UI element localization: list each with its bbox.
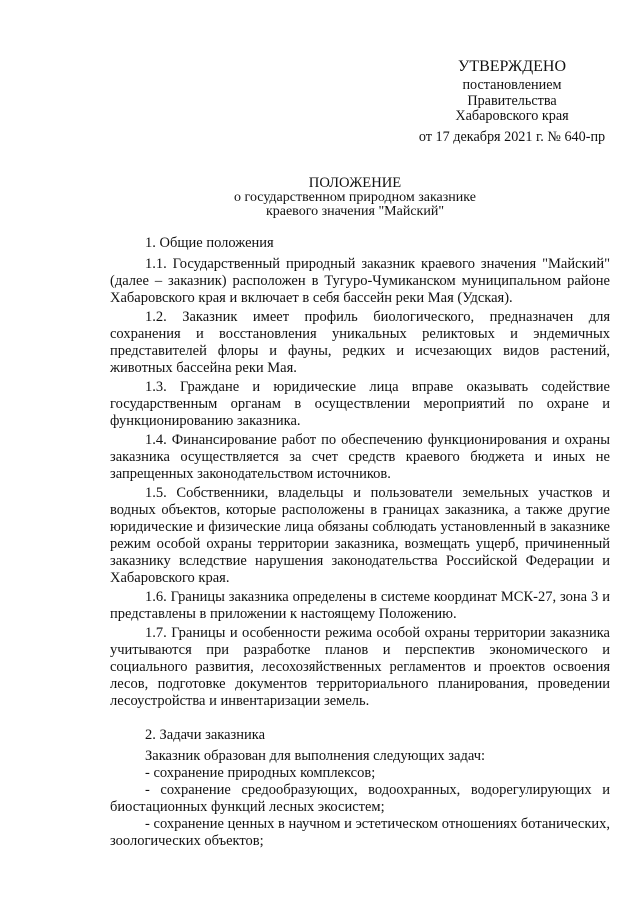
- list-item: - сохранение средообразующих, водоохранных, водорегулирующих и биостационных функций лесных экосистем;: [110, 782, 610, 815]
- section-heading: 2. Задачи заказника: [145, 727, 266, 743]
- approval-title: УТВЕРЖДЕНО: [457, 58, 566, 75]
- paragraph: 1.4. Финансирование работ по обеспечению функционирования и охраны заказника осуществляется за счет средств краевого бюджета и иных не запрещенных законодательством источников.: [110, 432, 610, 482]
- section-heading: 1. Общие положения: [145, 235, 274, 251]
- approval-line: Хабаровского края: [455, 108, 569, 124]
- list-item: - сохранение природных комплексов;: [145, 765, 376, 781]
- approval-stamp: [412, 58, 612, 145]
- document-body: [110, 235, 610, 850]
- document-title: [170, 176, 540, 220]
- approval-line: постановлением: [462, 77, 562, 93]
- title-subline: краевого значения "Майский": [265, 204, 445, 219]
- approval-line: Правительства: [467, 92, 557, 109]
- paragraph: 1.5. Собственники, владельцы и пользователи земельных участков и водных объектов, которые расположены в границах заказника, а также другие юридические и физические лица обязаны соблюдать установленный в заказнике режим особой охраны территории заказника, возмещать ущерб, причиненный заказнику вследствие нарушения законодательства Российской Федерации и Хабаровского края.: [110, 485, 610, 586]
- paragraph: 1.6. Границы заказника определены в системе координат МСК-27, зона 3 и представлены в приложении к настоящему Положению.: [110, 589, 610, 622]
- paragraph: 1.3. Граждане и юридические лица вправе оказывать содействие государственным органам в осуществлении мероприятий по охране и функционированию заказника.: [110, 379, 610, 429]
- title-heading: ПОЛОЖЕНИЕ: [308, 175, 402, 191]
- title-subline: о государственном природном заказнике: [234, 189, 476, 205]
- paragraph: 1.1. Государственный природный заказник краевого значения "Майский" (далее – заказник) расположен в Тугуро-Чумиканском муниципальном районе Хабаровского края и включает в себя бассейн реки Мая (Удская).: [110, 256, 610, 306]
- paragraph: 1.2. Заказник имеет профиль биологического, предназначен для сохранения и восстановления уникальных реликтовых и эндемичных представителей флоры и фауны, редких и исчезающих видов растений, животных бассейна реки Мая.: [110, 309, 610, 376]
- paragraph: Заказник образован для выполнения следующих задач:: [145, 748, 486, 764]
- paragraph: 1.7. Границы и особенности режима особой охраны территории заказника учитываются при разработке планов и перспектив экономического и социального развития, лесохозяйственных регламентов и проектов освоения лесов, подготовке документов территориального планирования, проведении лесоустройства и инвентаризации земель.: [110, 625, 610, 709]
- approval-date: от 17 декабря 2021 г. № 640-пр: [418, 128, 606, 145]
- list-item: - сохранение ценных в научном и эстетическом отношениях ботанических, зоологических объектов;: [110, 816, 610, 849]
